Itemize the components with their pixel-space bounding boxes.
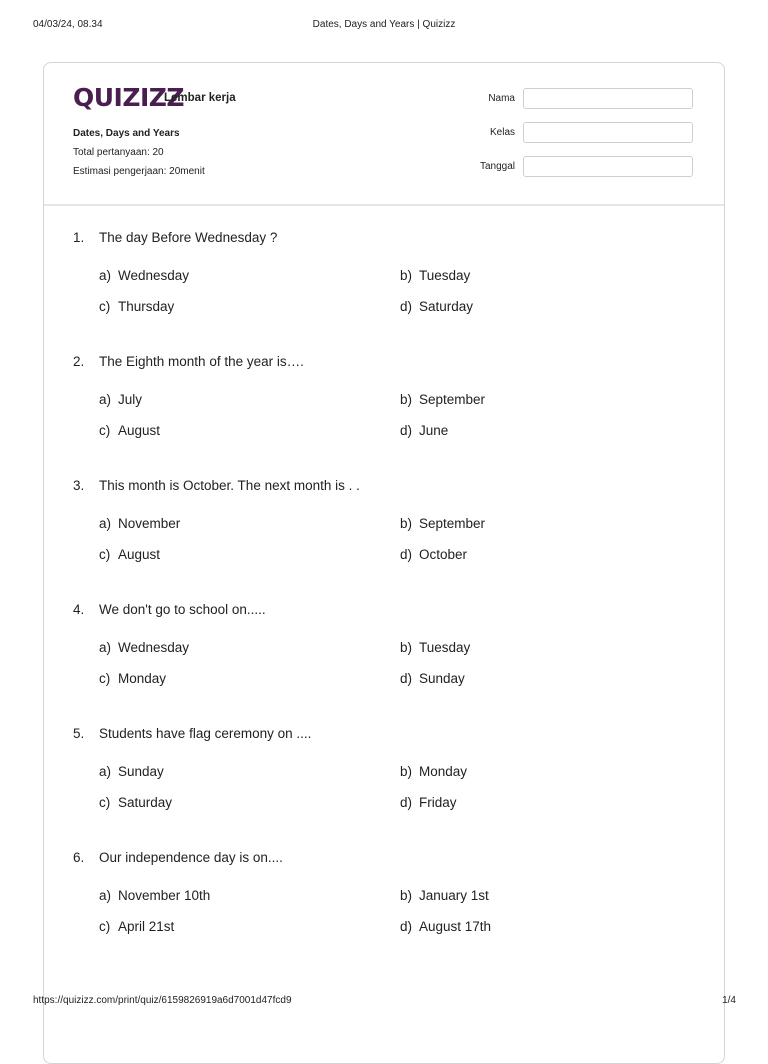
option-letter: c) (99, 795, 111, 810)
option-letter: d) (400, 795, 413, 810)
option-letter: c) (99, 671, 111, 686)
worksheet-header (44, 63, 724, 206)
option-letter: a) (99, 888, 112, 903)
option-text: September (419, 392, 486, 407)
option-c (99, 919, 174, 934)
question-5 (73, 726, 693, 836)
print-datetime: 04/03/24, 08.34 (33, 19, 103, 30)
question-number: 2. (73, 354, 85, 369)
question-number: 5. (73, 726, 85, 741)
option-c (99, 795, 172, 810)
option-text: August 17th (419, 919, 492, 934)
option-b (400, 516, 485, 531)
option-letter: c) (99, 919, 111, 934)
option-a (99, 764, 164, 779)
total-questions: Total pertanyaan: 20 (73, 147, 164, 158)
option-letter: a) (99, 640, 112, 655)
option-letter: d) (400, 423, 413, 438)
print-url: https://quizizz.com/print/quiz/6159826919a6d7001d47fcd9 (33, 995, 292, 1006)
quizizz-logo: QUIZIZZ (73, 83, 185, 112)
option-a (99, 640, 189, 655)
option-text: Friday (419, 795, 457, 810)
print-header (0, 14, 768, 34)
date-field[interactable] (523, 156, 693, 177)
page-number: 1/4 (722, 995, 736, 1006)
estimated-time: Estimasi pengerjaan: 20menit (73, 166, 205, 177)
option-text: November 10th (118, 888, 211, 903)
option-b (400, 268, 470, 283)
option-letter: d) (400, 919, 413, 934)
option-d (400, 547, 467, 562)
option-letter: d) (400, 671, 413, 686)
option-d (400, 795, 457, 810)
option-letter: c) (99, 547, 111, 562)
option-text: Wednesday (118, 268, 190, 283)
class-field[interactable] (523, 122, 693, 143)
print-page-title: Dates, Days and Years | Quizizz (312, 19, 456, 30)
option-c (99, 671, 166, 686)
option-letter: d) (400, 299, 413, 314)
option-text: Sunday (118, 764, 164, 779)
option-text: Monday (118, 671, 167, 686)
option-letter: d) (400, 547, 413, 562)
question-number: 4. (73, 602, 85, 617)
option-text: August (118, 547, 161, 562)
option-text: October (419, 547, 468, 562)
question-2 (73, 354, 693, 464)
option-b (400, 640, 470, 655)
name-field[interactable] (523, 88, 693, 109)
question-number: 3. (73, 478, 85, 493)
option-text: April 21st (118, 919, 175, 934)
question-text: The day Before Wednesday ? (99, 230, 278, 245)
option-c (99, 423, 160, 438)
option-text: Sunday (419, 671, 465, 686)
option-c (99, 299, 174, 314)
question-number: 6. (73, 850, 85, 865)
question-4 (73, 602, 693, 712)
option-d (400, 423, 448, 438)
option-d (400, 919, 491, 934)
question-text: This month is October. The next month is . . (99, 478, 360, 493)
option-text: Thursday (118, 299, 175, 314)
quiz-title: Dates, Days and Years (73, 128, 180, 139)
question-text: The Eighth month of the year is…. (99, 354, 304, 369)
option-text: Saturday (419, 299, 474, 314)
option-b (400, 392, 485, 407)
worksheet-type-label: Lembar kerja (164, 92, 236, 104)
option-letter: b) (400, 392, 413, 407)
option-d (400, 299, 473, 314)
option-c (99, 547, 160, 562)
option-letter: a) (99, 268, 112, 283)
option-text: November (118, 516, 181, 531)
option-a (99, 516, 180, 531)
question-number: 1. (73, 230, 85, 245)
option-text: Tuesday (419, 268, 471, 283)
option-letter: a) (99, 392, 112, 407)
option-letter: b) (400, 640, 413, 655)
name-label: Nama (488, 93, 515, 104)
option-letter: a) (99, 516, 112, 531)
option-b (400, 888, 489, 903)
option-b (400, 764, 467, 779)
question-text: We don't go to school on..... (99, 602, 266, 617)
option-text: September (419, 516, 486, 531)
option-text: June (419, 423, 449, 438)
option-letter: b) (400, 268, 413, 283)
class-label: Kelas (489, 127, 515, 138)
question-text: Students have flag ceremony on .... (99, 726, 312, 741)
option-letter: b) (400, 764, 413, 779)
option-a (99, 268, 189, 283)
option-letter: b) (400, 888, 413, 903)
option-a (99, 888, 210, 903)
option-a (99, 392, 142, 407)
option-text: August (118, 423, 161, 438)
option-d (400, 671, 465, 686)
option-text: July (118, 392, 143, 407)
print-footer (0, 990, 768, 1010)
question-text: Our independence day is on.... (99, 850, 283, 865)
option-letter: a) (99, 764, 112, 779)
question-6 (73, 850, 693, 960)
option-text: January 1st (419, 888, 489, 903)
question-3 (73, 478, 693, 588)
option-text: Saturday (118, 795, 173, 810)
option-letter: b) (400, 516, 413, 531)
worksheet (43, 62, 725, 1064)
option-text: Wednesday (118, 640, 190, 655)
question-1 (73, 230, 693, 340)
option-text: Monday (419, 764, 468, 779)
date-label: Tanggal (479, 161, 515, 172)
option-letter: c) (99, 423, 111, 438)
option-letter: c) (99, 299, 111, 314)
option-text: Tuesday (419, 640, 471, 655)
